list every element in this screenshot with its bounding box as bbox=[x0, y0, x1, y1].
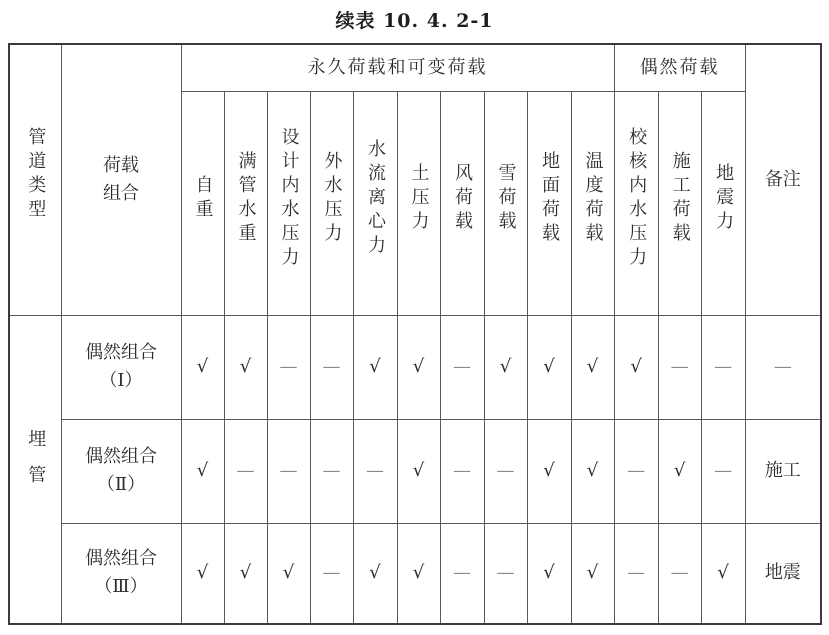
cell-mark: √ bbox=[181, 523, 224, 624]
col-header-label: 校核内水压力 bbox=[626, 126, 648, 271]
col-header-label: 水流离心力 bbox=[365, 138, 386, 259]
remark-cell: — bbox=[745, 315, 821, 419]
col-header-label: 温度荷载 bbox=[582, 150, 604, 247]
cell-mark: √ bbox=[224, 315, 267, 419]
col-header bbox=[181, 91, 224, 315]
col-header-label: 风荷载 bbox=[452, 162, 473, 235]
col-header-label: 外水压力 bbox=[321, 150, 343, 247]
load-combination-table bbox=[8, 43, 822, 625]
header-pipe-type-label: 管道类型 bbox=[25, 127, 47, 224]
combo-roman: （Ⅱ） bbox=[96, 474, 146, 495]
cell-mark: — bbox=[614, 419, 658, 523]
cell-mark: √ bbox=[701, 523, 745, 624]
cell-mark: — bbox=[658, 315, 701, 419]
cell-mark: — bbox=[440, 315, 484, 419]
cell-mark: √ bbox=[527, 419, 571, 523]
col-header-label: 地面荷载 bbox=[539, 150, 560, 247]
cell-mark: √ bbox=[614, 315, 658, 419]
header-load-combo-line-1: 荷载 bbox=[103, 154, 139, 176]
cell-mark: — bbox=[267, 419, 310, 523]
cell-mark: √ bbox=[397, 419, 440, 523]
col-header bbox=[310, 91, 353, 315]
col-header bbox=[527, 91, 571, 315]
cell-mark: √ bbox=[571, 523, 614, 624]
cell-mark: — bbox=[701, 315, 745, 419]
cell-mark: √ bbox=[527, 315, 571, 419]
cell-mark: √ bbox=[181, 419, 224, 523]
col-header-label: 自重 bbox=[192, 174, 214, 223]
combo-cell bbox=[61, 419, 181, 523]
cell-mark: √ bbox=[353, 523, 397, 624]
cell-mark: — bbox=[224, 419, 267, 523]
combo-cell bbox=[61, 523, 181, 624]
combo-cell bbox=[61, 315, 181, 419]
combo-roman: （Ⅰ） bbox=[99, 370, 143, 391]
cell-mark: √ bbox=[571, 315, 614, 419]
col-header bbox=[484, 91, 527, 315]
header-accidental: 偶然荷载 bbox=[614, 44, 745, 91]
col-header bbox=[440, 91, 484, 315]
col-header bbox=[267, 91, 310, 315]
cell-mark: √ bbox=[484, 315, 527, 419]
combo-name: 偶然组合 bbox=[85, 446, 157, 468]
col-header-label: 施工荷载 bbox=[669, 150, 691, 247]
cell-mark: √ bbox=[658, 419, 701, 523]
table-row bbox=[9, 315, 821, 419]
header-permanent-variable: 永久荷载和可变荷载 bbox=[181, 44, 614, 91]
col-header bbox=[701, 91, 745, 315]
cell-mark: — bbox=[310, 419, 353, 523]
cell-mark: √ bbox=[181, 315, 224, 419]
remark-cell: 施工 bbox=[745, 419, 821, 523]
header-pipe-type bbox=[9, 44, 61, 315]
cell-mark: — bbox=[440, 419, 484, 523]
cell-mark: √ bbox=[267, 523, 310, 624]
group-label-cell bbox=[9, 315, 61, 624]
table-row bbox=[9, 523, 821, 624]
col-header-label: 满管水重 bbox=[235, 150, 257, 247]
header-load-combo-line-2: 组合 bbox=[103, 182, 139, 204]
remark-cell: 地震 bbox=[745, 523, 821, 624]
col-header bbox=[658, 91, 701, 315]
combo-roman: （Ⅲ） bbox=[94, 576, 148, 598]
cell-mark: √ bbox=[224, 523, 267, 624]
cell-mark: — bbox=[310, 523, 353, 624]
group-label: 埋管 bbox=[25, 428, 47, 501]
cell-mark: — bbox=[658, 523, 701, 624]
cell-mark: — bbox=[353, 419, 397, 523]
col-header bbox=[614, 91, 658, 315]
col-header-label: 雪荷载 bbox=[495, 162, 517, 235]
cell-mark: √ bbox=[527, 523, 571, 624]
col-header bbox=[353, 91, 397, 315]
cell-mark: √ bbox=[571, 419, 614, 523]
cell-mark: √ bbox=[397, 523, 440, 624]
col-header-label: 土压力 bbox=[408, 162, 430, 235]
cell-mark: — bbox=[484, 419, 527, 523]
cell-mark: — bbox=[440, 523, 484, 624]
cell-mark: √ bbox=[397, 315, 440, 419]
combo-name: 偶然组合 bbox=[85, 342, 157, 364]
col-header bbox=[571, 91, 614, 315]
table-title: 续表 10. 4. 2-1 bbox=[335, 10, 494, 32]
col-header-label: 地震力 bbox=[713, 162, 735, 235]
col-header-label: 设计内水压力 bbox=[278, 126, 300, 271]
col-header bbox=[224, 91, 267, 315]
cell-mark: — bbox=[267, 315, 310, 419]
header-load-combo bbox=[61, 44, 181, 315]
cell-mark: — bbox=[614, 523, 658, 624]
cell-mark: √ bbox=[353, 315, 397, 419]
table-row bbox=[9, 419, 821, 523]
header-remarks: 备注 bbox=[745, 44, 821, 315]
col-header bbox=[397, 91, 440, 315]
cell-mark: — bbox=[310, 315, 353, 419]
combo-name: 偶然组合 bbox=[85, 548, 157, 570]
cell-mark: — bbox=[484, 523, 527, 624]
cell-mark: — bbox=[701, 419, 745, 523]
